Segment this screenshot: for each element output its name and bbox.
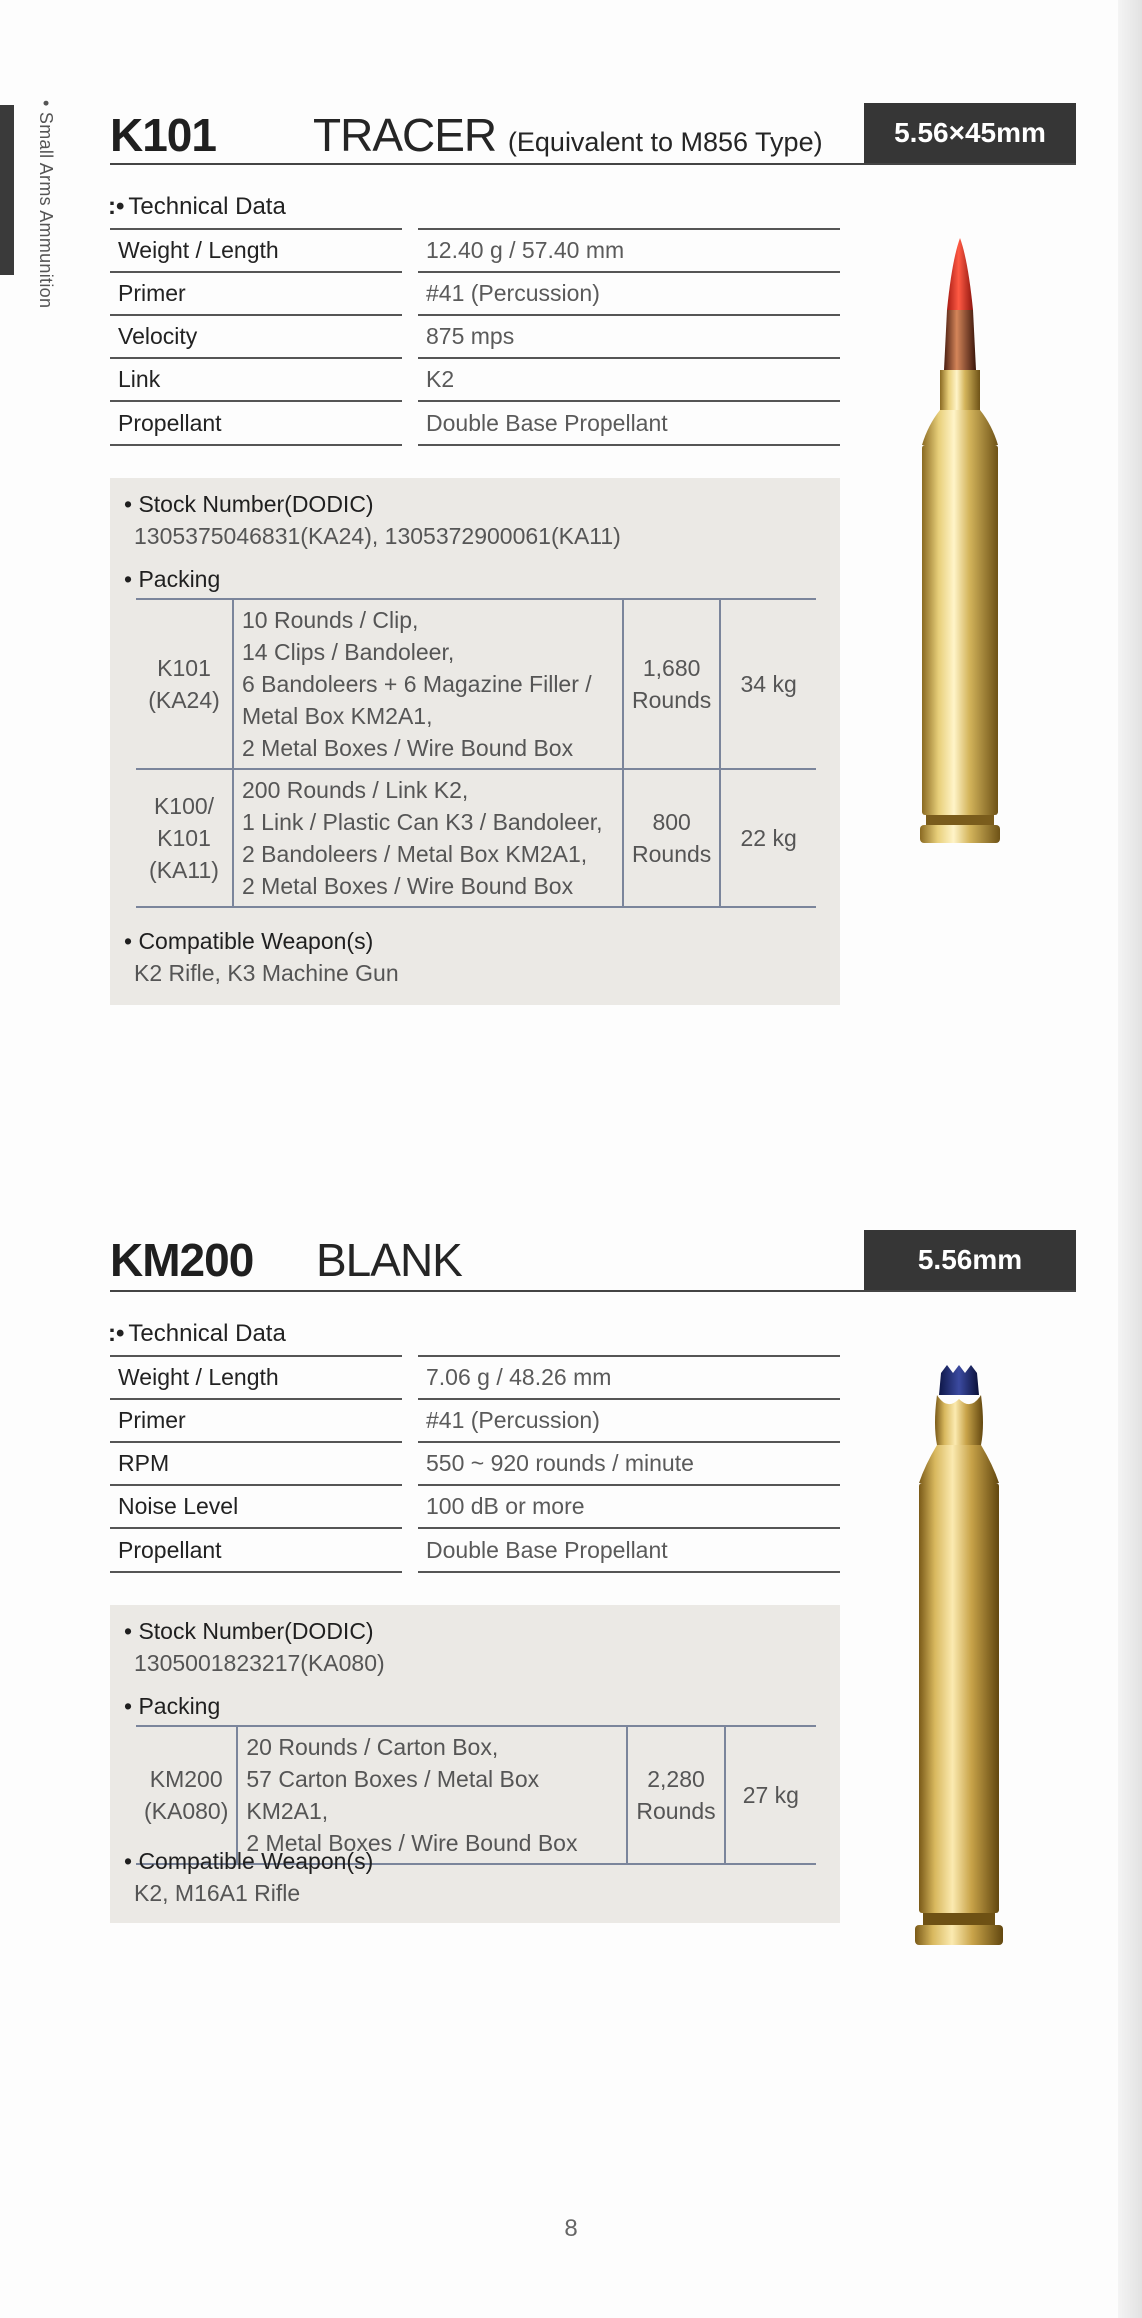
- stock-number-title: • Stock Number(DODIC): [124, 491, 374, 517]
- tech-value: 875 mps: [418, 314, 840, 357]
- packing-rounds: 2,280 Rounds: [627, 1726, 724, 1864]
- tech-value: 12.40 g / 57.40 mm: [418, 228, 840, 271]
- packing-model: K100/ K101 (KA11): [136, 769, 233, 907]
- tech-value: Double Base Propellant: [418, 400, 840, 446]
- tech-value: 100 dB or more: [418, 1484, 840, 1527]
- tech-row: Primer: [110, 271, 402, 314]
- tech-row: Primer: [110, 1398, 402, 1441]
- tech-value: #41 (Percussion): [418, 271, 840, 314]
- packing-table: [136, 1725, 816, 1865]
- tech-value: 550 ~ 920 rounds / minute: [418, 1441, 840, 1484]
- packing-rounds: 800 Rounds: [623, 769, 720, 907]
- packing-title: • Packing: [124, 566, 221, 592]
- packing-weight: 22 kg: [720, 769, 816, 907]
- technical-data-heading: :• Technical Data: [108, 193, 286, 220]
- page-number: 8: [564, 2215, 578, 2242]
- packing-description: 20 Rounds / Carton Box, 57 Carton Boxes / Metal Box KM2A1, 2 Metal Boxes / Wire Bound Box: [237, 1726, 627, 1864]
- compatible-weapons-value: K2 Rifle, K3 Machine Gun: [134, 960, 399, 986]
- product-name: [316, 1233, 462, 1287]
- product-subtitle: (Equivalent to M856 Type): [507, 127, 823, 157]
- packing-model: KM200 (KA080): [136, 1726, 237, 1864]
- caliber-badge: 5.56×45mm: [864, 103, 1076, 163]
- technical-data-heading: :• Technical Data: [108, 1320, 286, 1347]
- packing-table: [136, 598, 816, 908]
- packing-model: K101 (KA24): [136, 599, 233, 769]
- tech-value: 7.06 g / 48.26 mm: [418, 1355, 840, 1398]
- product-code: KM200: [110, 1234, 254, 1286]
- blank-cartridge-image: [895, 1365, 1025, 1965]
- section-tab-marker: [0, 105, 14, 275]
- product-code: K101: [110, 109, 216, 161]
- technical-labels: [110, 228, 402, 446]
- tech-row: Velocity: [110, 314, 402, 357]
- compatible-weapons-title: • Compatible Weapon(s): [124, 1848, 374, 1874]
- stock-number-title: • Stock Number(DODIC): [124, 1618, 374, 1644]
- tech-row: RPM: [110, 1441, 402, 1484]
- dots-icon: :•: [108, 1320, 125, 1347]
- stock-number-value: 1305375046831(KA24), 1305372900061(KA11): [134, 523, 621, 549]
- page-edge-shadow: [1118, 0, 1142, 2318]
- technical-values: [418, 1355, 840, 1573]
- tech-value: #41 (Percussion): [418, 1398, 840, 1441]
- compatible-weapons-value: K2, M16A1 Rifle: [134, 1880, 301, 1906]
- tech-row: Propellant: [110, 1527, 402, 1573]
- table-row: [136, 769, 816, 907]
- section-side-label: • Small Arms Ammunition: [36, 100, 56, 309]
- tracer-cartridge-image: [900, 230, 1020, 860]
- packing-rounds: 1,680 Rounds: [623, 599, 720, 769]
- packing-title: • Packing: [124, 1693, 221, 1719]
- tech-row: Weight / Length: [110, 1355, 402, 1398]
- stock-number-value: 1305001823217(KA080): [134, 1650, 385, 1676]
- tech-row: Propellant: [110, 400, 402, 446]
- table-row: [136, 1726, 816, 1864]
- product-type: TRACER: [313, 109, 497, 161]
- tech-value: K2: [418, 357, 840, 400]
- header-rule: [110, 163, 1076, 165]
- packing-description: 200 Rounds / Link K2, 1 Link / Plastic Can K3 / Bandoleer, 2 Bandoleers / Metal Box KM2A1, 2 Metal Boxes / Wire Bound Box: [233, 769, 623, 907]
- tech-row: Link: [110, 357, 402, 400]
- product-type: BLANK: [316, 1234, 462, 1286]
- caliber-badge: 5.56mm: [864, 1230, 1076, 1290]
- tech-row: Noise Level: [110, 1484, 402, 1527]
- technical-values: [418, 228, 840, 446]
- tech-row: Weight / Length: [110, 228, 402, 271]
- packing-weight: 27 kg: [725, 1726, 816, 1864]
- table-row: [136, 599, 816, 769]
- packing-description: 10 Rounds / Clip, 14 Clips / Bandoleer, 6 Bandoleers + 6 Magazine Filler / Metal Box KM2A1, 2 Metal Boxes / Wire Bound Box: [233, 599, 623, 769]
- technical-labels: [110, 1355, 402, 1573]
- product-name: [313, 108, 823, 162]
- info-box: [110, 1605, 840, 1923]
- dots-icon: :•: [108, 193, 125, 220]
- header-rule: [110, 1290, 1076, 1292]
- compatible-weapons-title: • Compatible Weapon(s): [124, 928, 374, 954]
- info-box: [110, 478, 840, 1005]
- packing-weight: 34 kg: [720, 599, 816, 769]
- tech-value: Double Base Propellant: [418, 1527, 840, 1573]
